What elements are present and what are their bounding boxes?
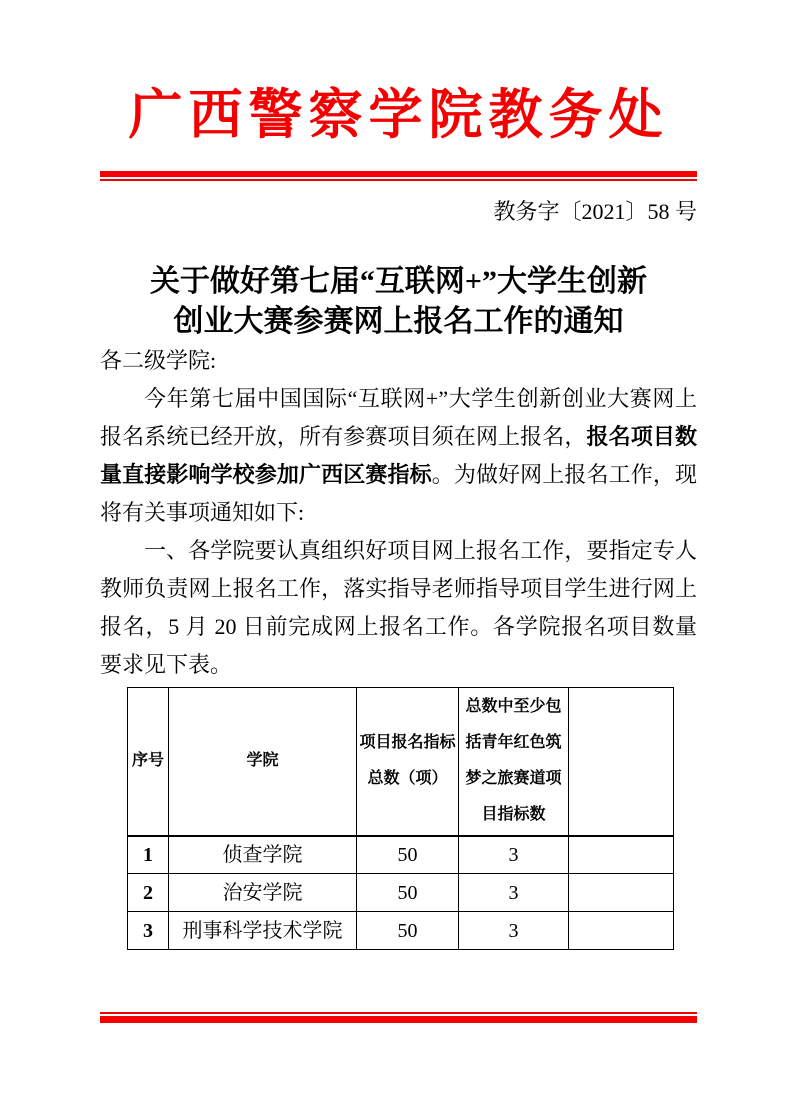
body-text <box>100 342 697 684</box>
red-rule-top-thin <box>100 179 697 181</box>
table-header-blank <box>569 688 674 836</box>
table-header-row <box>128 688 674 836</box>
table-header-total-quota: 项目报名指标总数（项） <box>357 688 459 836</box>
letterhead-title: 广西警察学院教务处 <box>128 85 669 145</box>
cell-red-track-quota: 3 <box>459 836 569 874</box>
cell-college: 刑事科学技术学院 <box>169 912 357 950</box>
cell-red-track-quota: 3 <box>459 874 569 912</box>
table-row <box>128 836 674 874</box>
paragraph-1-bold-emphasis: 报名项目数量直接影响学校参加广西区赛指标 <box>100 424 697 487</box>
doc-title <box>100 262 697 342</box>
table-header-college: 学院 <box>169 688 357 836</box>
paragraph-1 <box>100 380 697 532</box>
quota-table <box>127 687 674 950</box>
cell-total-quota: 50 <box>357 912 459 950</box>
cell-college: 侦查学院 <box>169 836 357 874</box>
table-row <box>128 874 674 912</box>
cell-seq: 3 <box>128 912 169 950</box>
cell-seq: 1 <box>128 836 169 874</box>
red-rule-bottom-thick <box>100 1016 697 1023</box>
cell-blank <box>569 912 674 950</box>
red-rule-top <box>100 171 697 181</box>
salutation: 各二级学院: <box>100 348 217 373</box>
paragraph-1-normal-lead: 今年第七届中国国际“互联网+”大学生创新创业大赛网上报名系统已经开放，所有参赛项目须在网上报名， <box>100 386 697 449</box>
table-header-red-track-quota: 总数中至少包括青年红色筑梦之旅赛道项目指标数 <box>459 688 569 836</box>
cell-total-quota: 50 <box>357 874 459 912</box>
cell-seq: 2 <box>128 874 169 912</box>
paragraph-1-normal-tail: 。为做好网上报名工作，现将有关事项通知如下: <box>100 462 697 525</box>
cell-college: 治安学院 <box>169 874 357 912</box>
doc-title-line2: 创业大赛参赛网上报名工作的通知 <box>173 305 624 338</box>
red-rule-top-thick <box>100 171 697 177</box>
red-rule-bottom-thin <box>100 1012 697 1014</box>
table-header-seq: 序号 <box>128 688 169 836</box>
paragraph-2: 一、各学院要认真组织好项目网上报名工作，要指定专人教师负责网上报名工作，落实指导老师指导项目学生进行网上报名，5 月 20 日前完成网上报名工作。各学院报名项目数量要求见下表。 <box>100 538 697 677</box>
cell-red-track-quota: 3 <box>459 912 569 950</box>
doc-title-line1: 关于做好第七届“互联网+”大学生创新 <box>149 265 648 298</box>
doc-number: 教务字〔2021〕58 号 <box>493 199 697 224</box>
cell-blank <box>569 836 674 874</box>
red-rule-bottom <box>100 1012 697 1023</box>
cell-blank <box>569 874 674 912</box>
cell-total-quota: 50 <box>357 836 459 874</box>
table-row <box>128 912 674 950</box>
